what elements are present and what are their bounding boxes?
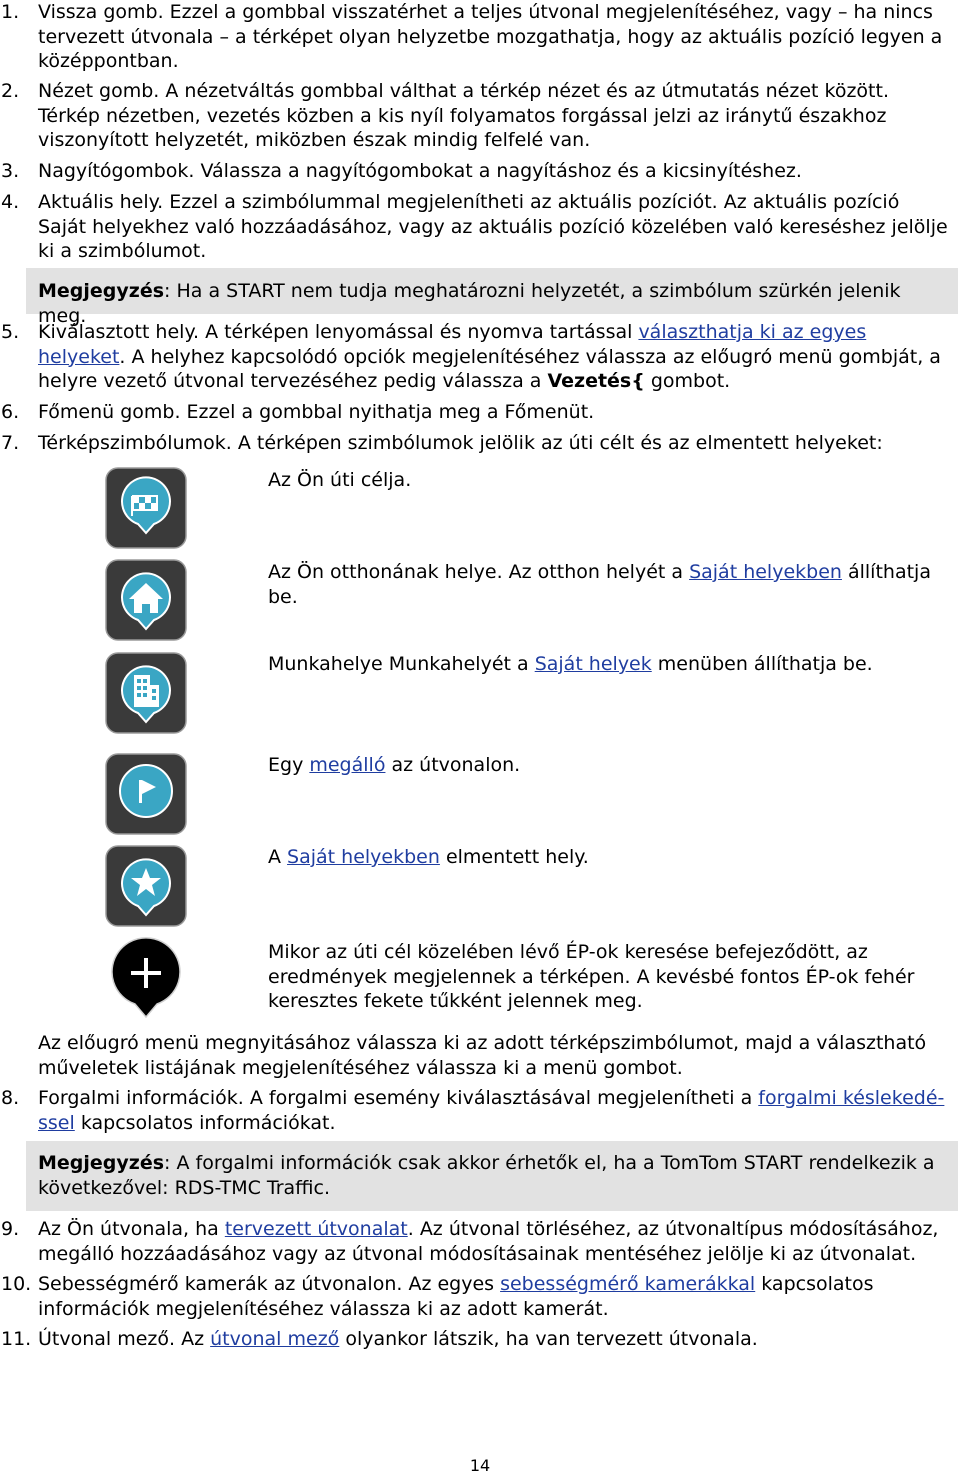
destination-flag-icon: [105, 467, 187, 549]
symbol-text-pre: Az Ön otthonának helye. Az otthon helyét a: [268, 561, 690, 583]
list-item-map-symbols: [0, 431, 952, 456]
item-number: 1.: [1, 1, 20, 23]
item-title: Útvonal mező.: [38, 1328, 176, 1350]
item-body: Ezzel a gombbal nyithatja meg a Főmenüt.: [180, 401, 595, 423]
traffic-delay-link-cont[interactable]: ssel: [38, 1111, 75, 1134]
item-title: Sebességmérő kamerák az útvonalon.: [38, 1273, 403, 1295]
item-text: [38, 1272, 952, 1321]
list-item-current-location: [0, 190, 952, 264]
list-item-selected-location: [0, 320, 952, 394]
stop-link[interactable]: megálló: [309, 754, 386, 776]
symbol-text-pre: Munkahelye Munkahelyét a: [268, 653, 535, 675]
item-text: [38, 320, 952, 394]
note-box-location: [26, 268, 958, 327]
item-body: A forgalmi esemény kiválasztásával megjelenítheti a: [243, 1087, 759, 1109]
my-places-link[interactable]: Saját helyekben: [689, 561, 842, 583]
traffic-delay-link[interactable]: forgalmi késlekedé-: [758, 1087, 945, 1109]
item-body-end: gombot.: [644, 370, 731, 392]
item-number: 6.: [1, 401, 20, 423]
item-text: [38, 431, 952, 456]
symbol-text-pre: Egy: [268, 754, 310, 776]
item-number: 9.: [1, 1218, 20, 1240]
item-body: Az: [175, 1328, 211, 1350]
item-text: [38, 1217, 952, 1266]
symbol-text-saved-place: [268, 845, 948, 870]
item-body: A térképen lenyomással és nyomva tartással: [199, 321, 639, 343]
note-box-traffic: [26, 1141, 958, 1211]
item-body: Ezzel a gombbal visszatérhet a teljes útvonal megjelenítéséhez, vagy – ha nincs tervezett útvonala – a térképet olyan helyzetbe mozgathatja, hogy az aktuális pozíció legyen a középpontban.: [38, 1, 943, 72]
note-text: [26, 1151, 958, 1200]
route-bar-link[interactable]: útvonal mező: [210, 1328, 340, 1350]
item-body-end: kapcsolatos információkat.: [74, 1111, 336, 1134]
symbol-text-work: [268, 652, 948, 677]
item-number: 10.: [1, 1273, 32, 1295]
my-places-saved-link[interactable]: Saját helyekben: [287, 846, 440, 868]
item-title: Főmenü gomb.: [38, 401, 181, 423]
drive-button-label: Vezetés{: [547, 370, 645, 392]
item-body-end: kapcsolatos információk megjelenítéséhez válassza ki az adott kamerát.: [38, 1273, 874, 1320]
item-body-end: olyankor látszik, ha van tervezett útvonala.: [339, 1328, 758, 1350]
item-text: [38, 0, 952, 74]
item-number: 4.: [1, 191, 20, 213]
symbol-text-home: [268, 560, 948, 609]
symbol-text-post: az útvonalon.: [385, 754, 521, 776]
list-item-traffic-info: [0, 1086, 952, 1135]
item-title: Nézet gomb.: [38, 80, 160, 102]
symbol-text-poi: Mikor az úti cél közelében lévő ÉP-ok keresése befejeződött, az eredmények megjelennek a térképen. A kevésbé fontos ÉP-ok fehér keresztes fekete tűkként jelennek meg.: [268, 941, 915, 1012]
home-icon: [105, 559, 187, 641]
item-text: [38, 1086, 952, 1135]
list-item-your-route: [0, 1217, 952, 1266]
popup-menu-paragraph: Az előugró menü megnyitásához válassza ki az adott térképszimbólumot, majd a választható műveletek listájának megjelenítéséhez válassza ki a menü gombot.: [38, 1032, 927, 1079]
list-item-main-menu-button: [0, 400, 952, 425]
item-body-end: . Az útvonal törléséhez, az útvonaltípus módosításához, megálló hozzáadásához vagy az útvonal módosításainak mentéséhez jelölje ki az útvonalat.: [38, 1218, 939, 1265]
item-title: Forgalmi információk.: [38, 1087, 244, 1109]
stop-flag-icon: [105, 753, 187, 835]
planned-route-link[interactable]: tervezett útvonalat: [224, 1218, 408, 1240]
item-title: Térképszimbólumok.: [38, 432, 232, 454]
item-body: Ezzel a szimbólummal megjelenítheti az aktuális pozíciót. Az aktuális pozíció Saját helyekhez való hozzáadásához, vagy az aktuális pozíció közelében való kereséshez jelölje ki a szimbólumot.: [38, 191, 948, 262]
item-text: [38, 1327, 952, 1352]
star-icon: [105, 845, 187, 927]
symbol-text-post: állíthatja be.: [268, 561, 931, 608]
item-body-cont: . A helyhez kapcsolódó opciók megjelenítéséhez válassza az előugró menü gombját, a helyre vezető útvonal tervezéséhez pedig válassza a: [38, 345, 941, 392]
my-places-menu-link[interactable]: Saját helyek: [534, 653, 652, 675]
item-number: 3.: [1, 160, 20, 182]
item-number: 2.: [1, 80, 20, 102]
note-label: Megjegyzés: [38, 280, 165, 302]
item-title: Vissza gomb.: [38, 1, 164, 23]
item-body: Az egyes: [402, 1273, 501, 1295]
item-number: 5.: [1, 321, 20, 343]
speed-cameras-link[interactable]: sebességmérő kamerákkal: [500, 1273, 756, 1295]
item-number: 11.: [1, 1328, 32, 1350]
item-title: Aktuális hely.: [38, 191, 164, 213]
item-body: Válassza a nagyítógombokat a nagyításhoz és a kicsinyítéshez.: [194, 160, 802, 182]
item-title: Kiválasztott hely.: [38, 321, 200, 343]
list-item-back-button: [0, 0, 952, 74]
symbol-text-post: elmentett hely.: [439, 846, 589, 868]
symbol-text-stop: [268, 753, 948, 778]
item-number: 7.: [1, 432, 20, 454]
list-item-view-button: [0, 79, 952, 153]
symbol-text-pre: A: [268, 846, 288, 868]
item-text: [38, 79, 952, 153]
item-title: Nagyítógombok.: [38, 160, 195, 182]
item-text: [38, 400, 952, 425]
page-number: 14: [469, 1456, 491, 1475]
work-building-icon: [105, 652, 187, 734]
note-body: : Ha a START nem tudja meghatározni helyzetét, a szimbólum szürkén jelenik meg.: [38, 280, 901, 327]
list-item-route-bar: [0, 1327, 952, 1352]
item-body: Az Ön útvonala, ha: [38, 1218, 225, 1240]
item-number: 8.: [1, 1087, 20, 1109]
item-text: [38, 159, 952, 184]
select-locations-link[interactable]: választhatja ki az egyes helyeket: [38, 321, 867, 368]
note-label: Megjegyzés: [38, 1152, 165, 1174]
poi-plus-pin-icon: [105, 937, 187, 1019]
symbol-text-destination: Az Ön úti célja.: [268, 469, 412, 491]
list-item-speed-cameras: [0, 1272, 952, 1321]
item-body: A nézetváltás gombbal válthat a térkép nézet és az útmutatás nézet között. Térkép nézetben, vezetés közben a kis nyíl folyamatos forgással jelzi az iránytű északhoz viszonyított helyzetét, miközben észak mindig felfelé van.: [38, 80, 889, 151]
symbol-text-post: menüben állíthatja be.: [651, 653, 873, 675]
item-text: [38, 190, 952, 264]
item-body: A térképen szimbólumok jelölik az úti célt és az elmentett helyeket:: [231, 432, 883, 454]
list-item-zoom-buttons: [0, 159, 952, 184]
note-body: : A forgalmi információk csak akkor érhetők el, ha a TomTom START rendelkezik a következővel: RDS-TMC Traffic.: [38, 1152, 935, 1199]
